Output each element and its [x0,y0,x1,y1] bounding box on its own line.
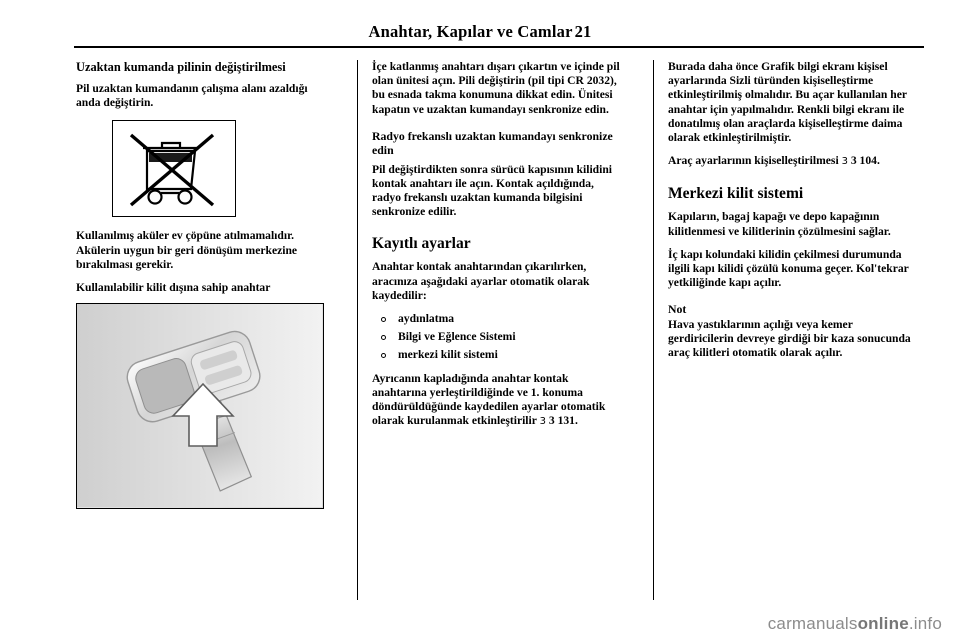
list-item [372,330,620,344]
note-title: Not [668,302,687,317]
watermark-suffix: .info [908,614,942,633]
watermark [768,614,942,634]
page-header [0,22,960,42]
watermark-text-bold: online [857,614,909,633]
note-block [668,302,916,360]
cross-reference [540,414,578,427]
section-heading-battery-replacement: Uzaktan kumanda pilinin değiştirilmesi [76,60,286,74]
paragraph-vehicle-personalisation-ref [668,154,916,169]
paragraph-inner-door-handle: İç kapı kolundaki kilidin çekilmesi durumunda ilgili kapı kilidi çözülü konuma geçer. Kol'tekrar yetkiliğinde kapı açılır. [668,247,909,290]
paragraph-saved-settings-intro: Anahtar kontak anahtarından çıkarılırken, aracınıza aşağıdaki ayarlar otomatik olarak kaydedilir: [372,260,590,302]
list-item-label: aydınlatma [398,312,455,326]
bullet-ring-icon [381,353,386,358]
figure-weee-symbol [112,120,236,217]
paragraph-settings-restore [372,372,620,430]
paragraph-battery-change-steps: İçe katlanmış anahtarı dışarı çıkartın ve içinde pil olan ünitesi açın. Pili değiştirin (pil tipi CR 2032), bu esnada takma konumuna dikkat edin. Ünitesi kapatın ve uzaktan kumandayı senkronize edin. [372,60,620,116]
column-2 [372,60,620,438]
section-heading-rf-sync: Radyo frekanslı uzaktan kumandayı senkronize edin [372,128,613,158]
cross-reference [842,154,880,167]
column-3 [668,60,916,366]
reference-target: 3 104. [850,154,880,168]
section-heading-saved-settings: Kayıtlı ayarlar [372,235,471,253]
remote-key-illustration-icon [77,304,322,507]
paragraph-rf-sync: Pil değiştirdikten sonra sürücü kapısının kilidini kontak anahtarı ile açın. Kontak açıldığında, radyo frekanslı uzaktan kumanda bilgisini senkronize edilir. [372,162,612,219]
page-title: Anahtar, Kapılar ve Camlar [368,22,573,41]
figure-remote-key [76,303,324,509]
bullet-ring-icon [381,317,386,322]
paragraph-battery-recycling: Kullanılmış aküler ev çöpüne atılmamalıdır. Akülerin uygun bir geri dönüşüm merkezine bırakılması gerekir. [76,229,298,271]
bullet-ring-icon [381,335,386,340]
paragraph-personalisation-note: Burada daha önce Grafik bilgi ekranı kişisel ayarlarında Sizli türünden kişiselleştirme etkinleştirilmiş olmalıdır. Bu açar kullanılan her anahtar için yapılmalıdır. Renkli bilgi ekranı ile donatılmış olan araçlarda kişiselleştirme daima olarak etkinleştirilmiştir. [668,60,907,145]
page-number: 21 [574,22,592,41]
paragraph-battery-when: Pil uzaktan kumandanın çalışma alanı azaldığı anda değiştirin. [76,82,308,110]
weee-crossed-out-bin-icon [113,121,234,215]
list-item-label: merkezi kilit sistemi [398,348,498,362]
header-divider [74,46,924,48]
saved-settings-list [372,312,620,363]
paragraph-central-locking-desc: Kapıların, bagaj kapağı ve depo kapağının kilitlenmesi ve kilitlerinin çözülmesini sağlar. [668,210,891,238]
reference-target: 3 131. [548,414,578,428]
paragraph-settings-restore-text: Ayrıcanın kapladığında anahtar kontak anahtarına yerleştirildiğinde ve 1. konuma döndürüldüğünde kaydedilen ayarlar otomatik olarak kurulanmak etkinleştirilir [372,371,606,428]
paragraph-vehicle-personalisation-text: Araç ayarlarının kişiselleştirilmesi [668,154,839,168]
list-item [372,312,620,326]
column-1 [76,60,324,519]
section-heading-central-locking: Merkezi kilit sistemi [668,185,804,203]
watermark-text: carmanuals [767,614,858,633]
note-text: Hava yastıklarının açılığı veya kemer gerdiricilerin devreye girdiği bir kaza sonucunda araç kilitleri otomatik olarak açılır. [668,317,911,360]
section-heading-key-with-lock-blade: Kullanılabilir kilit dışına sahip anahtar [76,281,271,295]
column-divider-1 [357,60,358,600]
reference-arrow-icon: 3 [539,416,546,428]
list-item [372,348,620,362]
reference-arrow-icon: 3 [841,156,848,168]
list-item-label: Bilgi ve Eğlence Sistemi [398,330,516,344]
column-divider-2 [653,60,654,600]
